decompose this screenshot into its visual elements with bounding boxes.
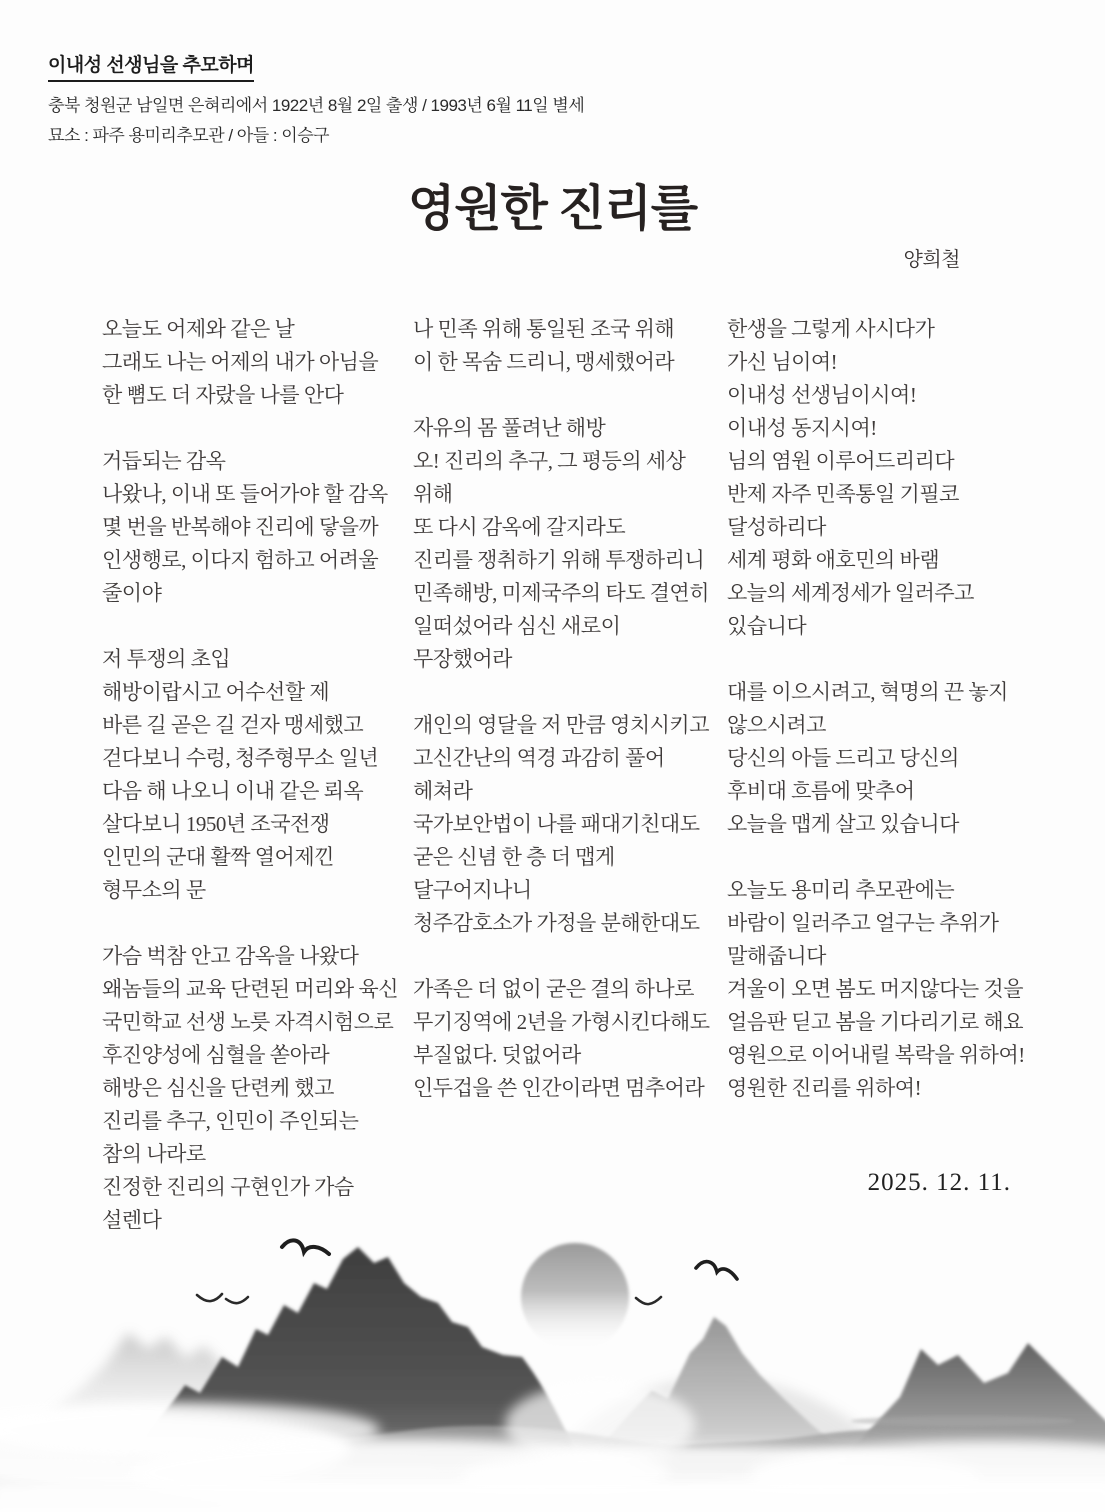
poem-line: 인생행로, 이다지 험하고 어려울 [102, 548, 379, 572]
poem-line: 설렌다 [102, 1208, 162, 1232]
poem-line: 다음 해 나오니 이내 같은 뢰옥 [102, 779, 364, 803]
poem-stanza [413, 709, 718, 940]
poem-line: 진리를 추구, 인민이 주인되는 [102, 1109, 359, 1133]
poem-line: 세계 평화 애호민의 바램 [727, 548, 940, 572]
poem-column-1 [102, 313, 407, 1237]
poem-title: 영원한 진리를 [407, 181, 698, 236]
poem-line: 나 민족 위해 통일된 조국 위해 [413, 317, 675, 341]
poem-line: 한생을 그렇게 사시다가 [727, 317, 935, 341]
poem-stanza [727, 874, 1032, 1105]
poem-line: 청주감호소가 가정을 분해한대도 [413, 911, 700, 935]
poem-line: 가족은 더 없이 굳은 결의 하나로 [413, 977, 694, 1001]
poem-line: 이 한 목숨 드리니, 맹세했어라 [413, 350, 675, 374]
poem-author: 양희철 [903, 249, 960, 271]
poem-line: 거듭되는 감옥 [102, 449, 226, 473]
memorial-label: 이내성 선생님을 추모하며 [48, 50, 254, 82]
poem-line: 반제 자주 민족통일 기필코 [727, 482, 959, 506]
water-streak [851, 1416, 1075, 1426]
poem-line: 오늘도 용미리 추모관에는 [727, 878, 955, 902]
poem-line: 자유의 몸 풀려난 해방 [413, 416, 606, 440]
poem-line: 그래도 나는 어제의 내가 아님을 [102, 350, 379, 374]
bird-icon [226, 1297, 248, 1303]
poem-line: 영원으로 이어내릴 복락을 위하여! [727, 1043, 1025, 1067]
poem-line: 겨울이 오면 봄도 머지않다는 것을 [727, 977, 1024, 1001]
poem-stanza [413, 412, 718, 676]
memorial-header [48, 50, 584, 151]
bird-icon [696, 1262, 737, 1279]
poem-stanza [727, 676, 1032, 841]
poem-line: 달성하리다 [727, 515, 826, 539]
poem-line: 후진양성에 심혈을 쏟아라 [102, 1043, 330, 1067]
poem-line: 달구어지나니 [413, 878, 532, 902]
poem-line: 오늘의 세계정세가 일러주고 [727, 581, 974, 605]
poem-stanza [102, 940, 407, 1237]
mist-bottom-fade [0, 1481, 1105, 1512]
ink-wash-artwork [0, 1225, 1105, 1512]
poem-line: 얼음판 딛고 봄을 기다리기로 해요 [727, 1010, 1024, 1034]
poem-line: 인민의 군대 활짝 열어제낀 [102, 845, 334, 869]
poem-line: 후비대 흐름에 맞추어 [727, 779, 915, 803]
poem-stanza [413, 313, 718, 379]
poem-line: 저 투쟁의 초입 [102, 647, 231, 671]
life-dates-line: 충북 청원군 남일면 은혀리에서 1922년 8월 2일 출생 / 1993년 6월 11일 별세 [48, 96, 585, 115]
poem-line: 걷다보니 수렁, 청주형무소 일년 [102, 746, 379, 770]
moon [521, 1243, 629, 1351]
poem-line: 몇 번을 반복해야 진리에 닿을까 [102, 515, 379, 539]
poem-line: 무장했어라 [413, 647, 512, 671]
poem-line: 바람이 일러주고 얼구는 추위가 [727, 911, 999, 935]
poem-line: 진리를 쟁취하기 위해 투쟁하리니 [413, 548, 705, 572]
poem-line: 일떠섰어라 심신 새로이 [413, 614, 621, 638]
poem-line: 줄이야 [102, 581, 162, 605]
poem-line: 굳은 신념 한 층 더 맵게 [413, 845, 615, 869]
poem-line: 말해줍니다 [727, 944, 826, 968]
poem-line: 오! 진리의 추구, 그 평등의 세상 [413, 449, 686, 473]
poem-line: 참의 나라로 [102, 1142, 206, 1166]
poem-line: 헤쳐라 [413, 779, 473, 803]
poem-line: 않으시려고 [727, 713, 826, 737]
poem-line: 또 다시 감옥에 갈지라도 [413, 515, 626, 539]
grave-info-line: 묘소 : 파주 용미리추모관 / 아들 : 이승구 [48, 126, 330, 145]
poem-line: 당신의 아들 드리고 당신의 [727, 746, 959, 770]
poem-line: 영원한 진리를 위하여! [727, 1076, 922, 1100]
poem-line: 부질없다. 덧없어라 [413, 1043, 581, 1067]
poem-stanza [102, 313, 407, 412]
bird-icon [636, 1297, 661, 1304]
poem-date: 2025. 12. 11. [867, 1169, 1011, 1196]
poem-line: 살다보니 1950년 조국전쟁 [102, 812, 330, 836]
poem-line: 바른 길 곧은 길 걷자 맹세했고 [102, 713, 364, 737]
poem-line: 개인의 영달을 저 만큼 영치시키고 [413, 713, 710, 737]
poem-line: 위해 [413, 482, 453, 506]
poem-line: 가슴 벅참 안고 감옥을 나왔다 [102, 944, 359, 968]
poem-line: 이내성 동지시여! [727, 416, 877, 440]
poem-stanza [727, 313, 1032, 643]
poem-line: 이내성 선생님이시여! [727, 383, 917, 407]
poem-line: 가신 님이여! [727, 350, 838, 374]
poem-line: 한 뼘도 더 자랐을 나를 안다 [102, 383, 344, 407]
bird-icon [282, 1240, 329, 1254]
poem-line: 오늘을 맵게 살고 있습니다 [727, 812, 959, 836]
poem-line: 대를 이으시려고, 혁명의 끈 놓지 [727, 680, 1008, 704]
poem-line: 해방은 심신을 단련케 했고 [102, 1076, 334, 1100]
poem-column-3 [727, 313, 1032, 1105]
poem-line: 국민학교 선생 노릇 자격시험으로 [102, 1010, 394, 1034]
poem-line: 인두겁을 쓴 인간이라면 멈추어라 [413, 1076, 705, 1100]
poem-line: 민족해방, 미제국주의 타도 결연히 [413, 581, 710, 605]
ink-landscape-svg [0, 1225, 1105, 1512]
poem-line: 진정한 진리의 구현인가 가슴 [102, 1175, 354, 1199]
poem-stanza [102, 643, 407, 907]
poem-stanza [413, 973, 718, 1105]
poem-line: 고신간난의 역경 과감히 풀어 [413, 746, 665, 770]
bird-icon [197, 1294, 222, 1301]
poem-line: 형무소의 문 [102, 878, 206, 902]
poem-line: 오늘도 어제와 같은 날 [102, 317, 295, 341]
poem-line: 국가보안법이 나를 패대기친대도 [413, 812, 700, 836]
poem-line: 나왔나, 이내 또 들어가야 할 감옥 [102, 482, 388, 506]
poem-stanza [102, 445, 407, 610]
poem-line: 해방이랍시고 어수선할 제 [102, 680, 330, 704]
poem-line: 무기징역에 2년을 가형시킨다해도 [413, 1010, 710, 1034]
poem-line: 님의 염원 이루어드리리다 [727, 449, 955, 473]
poem-line: 왜놈들의 교육 단련된 머리와 육신 [102, 977, 399, 1001]
poem-column-2 [413, 313, 718, 1105]
poem-line: 있습니다 [727, 614, 807, 638]
